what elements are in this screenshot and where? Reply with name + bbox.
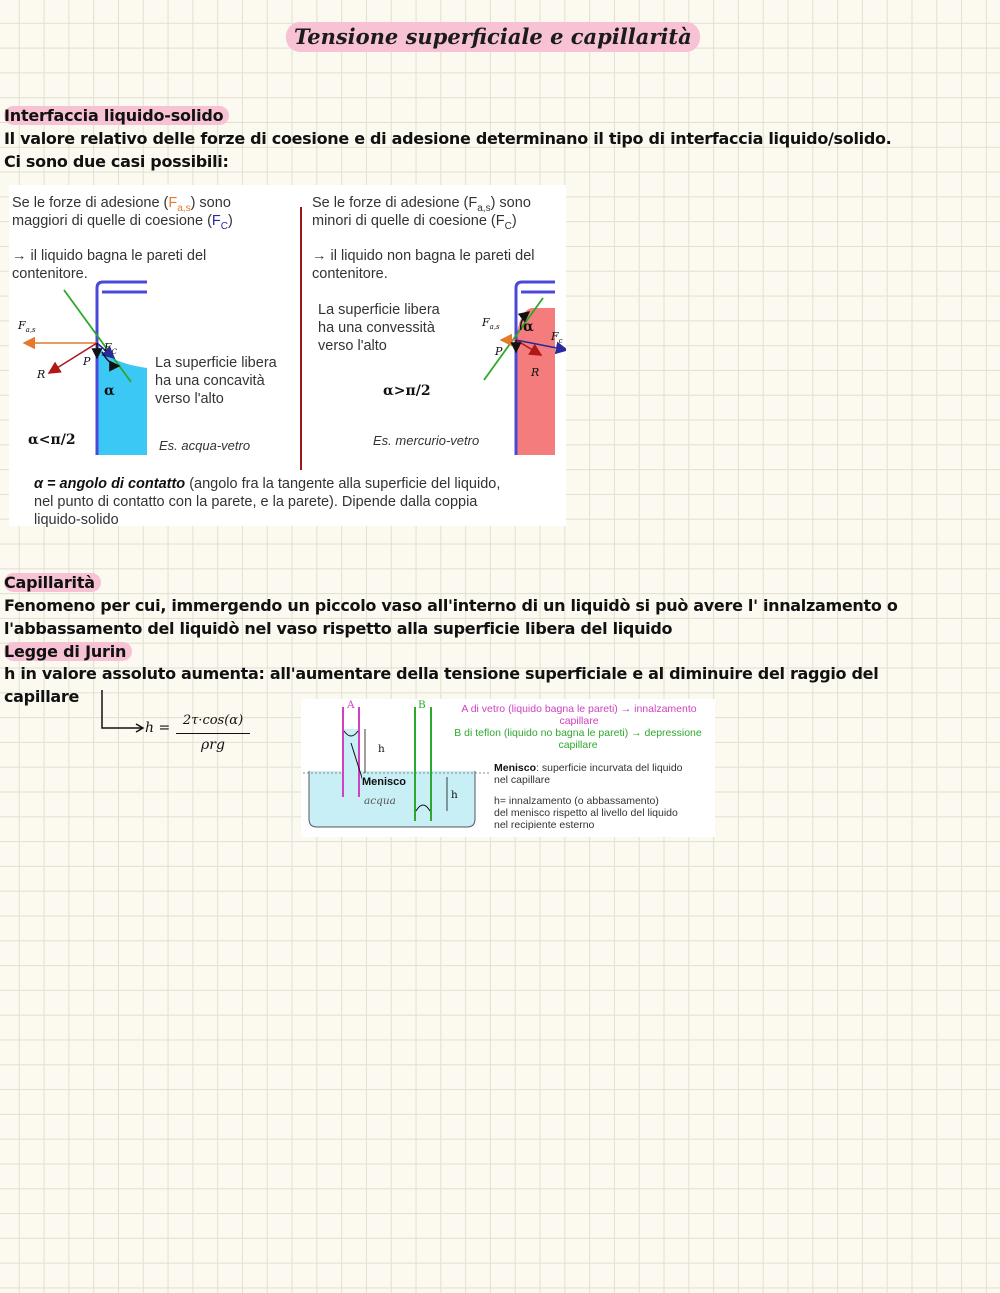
formula-denominator: ρrg: [201, 737, 225, 753]
formula-fraction-bar: [176, 733, 250, 734]
left-result-line2: contenitore.: [12, 266, 88, 282]
r-label-right: R: [531, 366, 540, 379]
section-heading-jurin: Legge di Jurin: [4, 642, 132, 661]
section-heading-capillarita: Capillarità: [4, 573, 101, 592]
fc-label-left: $F_C$: [104, 341, 117, 357]
angle-condition-right: α>π/2: [383, 383, 431, 399]
p-label-right: P: [495, 345, 503, 358]
page-title: Tensione superficiale e capillarità: [286, 22, 700, 52]
figure-divider: [300, 207, 302, 470]
example-right: Es. mercurio-vetro: [373, 433, 480, 448]
right-surface-line2: ha una convessità: [318, 320, 435, 336]
fas-label-right: $F_{a,s}$: [482, 316, 500, 332]
interfaccia-text-line1: Il valore relativo delle forze di coesione e di adesione determinano il tipo di interfaccia liquido/solido.: [4, 129, 892, 148]
right-result-line1: → il liquido non bagna le pareti del: [312, 248, 535, 264]
tube-b-label: B: [418, 699, 426, 711]
water-fill: [97, 343, 147, 455]
section-heading-interfaccia: Interfaccia liquido-solido: [4, 106, 229, 125]
right-surface-line3: verso l'alto: [318, 338, 387, 354]
example-left: Es. acqua-vetro: [159, 438, 251, 453]
fc-label-right: $F_c$: [551, 330, 563, 346]
menisco-label: Menisco: [362, 776, 407, 788]
contact-angle-definition-line3: liquido-solido: [34, 512, 119, 528]
fas-label-left: $F_{a,s}$: [18, 319, 36, 335]
jurin-text-line1: h in valore assoluto aumenta: all'aumentare della tensione superficiale e al diminuire del raggio del: [4, 664, 879, 683]
left-condition-line1: Se le forze di adesione $(F_{a,s})$ sono: [12, 195, 231, 214]
formula-lhs: h =: [145, 720, 171, 736]
legend-a: A di vetro (liquido bagna le pareti) → innalzamento capillare: [461, 703, 697, 727]
angle-condition-left: α<π/2: [28, 432, 76, 448]
right-condition-line2: minori di quelle di coesione $(F_C)$: [312, 213, 517, 232]
right-result-line2: contenitore.: [312, 266, 388, 282]
capillary-figure: [301, 699, 715, 837]
contact-angle-figure: [9, 185, 566, 526]
capillarita-text-line2: l'abbassamento del liquidò nel vaso rispetto alla superficie libera del liquido: [4, 619, 673, 638]
left-surface-line1: La superficie libera: [155, 355, 277, 371]
r-label-left: R: [37, 368, 46, 381]
h-label-a: h: [378, 743, 385, 755]
mercury-fill: [516, 308, 555, 455]
right-surface-line1: La superficie libera: [318, 302, 440, 318]
menisco-definition: Menisco: superficie incurvata del liquido nel capillare: [494, 762, 683, 786]
interfaccia-text-line2: Ci sono due casi possibili:: [4, 152, 229, 171]
acqua-label: acqua: [364, 795, 396, 807]
tube-a-label: A: [347, 699, 355, 711]
left-condition-line2: maggiori di quelle di coesione $(F_C)$: [12, 213, 233, 232]
alpha-label-left: α: [104, 383, 115, 399]
left-result-line1: → il liquido bagna le pareti del: [12, 248, 207, 264]
alpha-label-right: α: [523, 319, 534, 335]
contact-angle-definition-line1: α = angolo di contatto (angolo fra la tangente alla superficie del liquido,: [34, 476, 501, 492]
formula-numerator: 2τ·cos(α): [182, 713, 244, 728]
p-label-left: P: [83, 355, 91, 368]
left-surface-line2: ha una concavità: [155, 373, 265, 389]
jurin-text-line2: capillare: [4, 687, 80, 706]
h-definition: h= innalzamento (o abbassamento) del menisco rispetto al livello del liquido nel recipiente esterno: [494, 795, 678, 831]
right-condition-line1: Se le forze di adesione $(F_{a,s})$ sono: [312, 195, 531, 214]
legend-b: B di teflon (liquido no bagna le pareti) → depressione capillare: [454, 727, 702, 751]
left-surface-line3: verso l'alto: [155, 391, 224, 407]
h-label-b: h: [451, 789, 458, 801]
contact-angle-definition-line2: nel punto di contatto con la parete, e la parete). Dipende dalla coppia: [34, 494, 478, 510]
capillarita-text-line1: Fenomeno per cui, immergendo un piccolo vaso all'interno di un liquidò si può avere l' innalzamento o: [4, 596, 898, 615]
